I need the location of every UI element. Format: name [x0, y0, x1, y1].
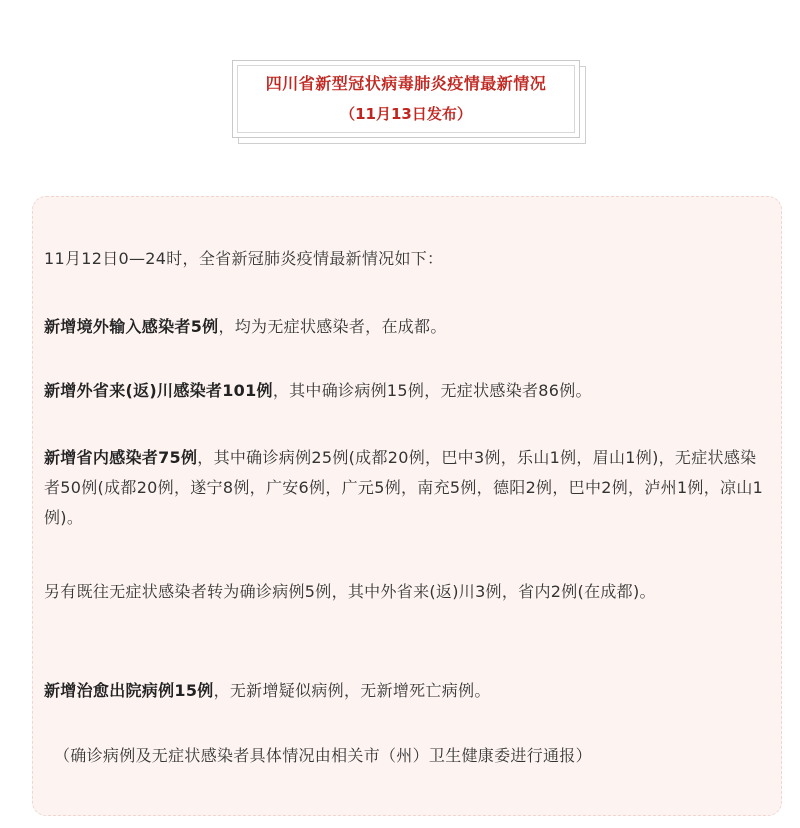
imported-cases-detail: ，均为无症状感染者，在成都。: [218, 317, 447, 336]
discharged-detail: ，无新增疑似病例，无新增死亡病例。: [213, 681, 491, 700]
local-cases-paragraph: [44, 443, 772, 533]
title-box: [232, 60, 580, 138]
release-date: （11月13日发布）: [340, 105, 472, 123]
converted-cases-text: 另有既往无症状感染者转为确诊病例5例，其中外省来(返)川3例，省内2例(在成都)。: [44, 582, 656, 601]
title-inner-frame: [237, 65, 575, 133]
out-of-province-headline: 新增外省来(返)川感染者101例: [44, 381, 273, 400]
imported-cases-paragraph: [44, 312, 772, 342]
intro-paragraph: [44, 244, 772, 274]
discharged-paragraph: [44, 676, 772, 706]
note-text: （确诊病例及无症状感染者具体情况由相关市（州）卫生健康委进行通报）: [54, 746, 592, 765]
out-of-province-detail: ，其中确诊病例15例，无症状感染者86例。: [272, 381, 592, 400]
local-cases-headline: 新增省内感染者75例: [44, 448, 198, 467]
discharged-headline: 新增治愈出院病例15例: [44, 681, 214, 700]
intro-text: 11月12日0—24时，全省新冠肺炎疫情最新情况如下：: [44, 249, 444, 268]
page-title: 四川省新型冠状病毒肺炎疫情最新情况: [265, 74, 547, 93]
note-paragraph: [54, 741, 782, 771]
imported-cases-headline: 新增境外输入感染者5例: [44, 317, 219, 336]
local-cases-detail: ，其中确诊病例25例(成都20例，巴中3例，乐山1例，眉山1例)，无症状感染者50例(成都20例，遂宁8例，广安6例，广元5例，南充5例，德阳2例，巴中2例，泸州1例，凉山1例)。: [44, 448, 764, 527]
out-of-province-paragraph: [44, 376, 772, 406]
converted-cases-paragraph: [44, 577, 772, 607]
